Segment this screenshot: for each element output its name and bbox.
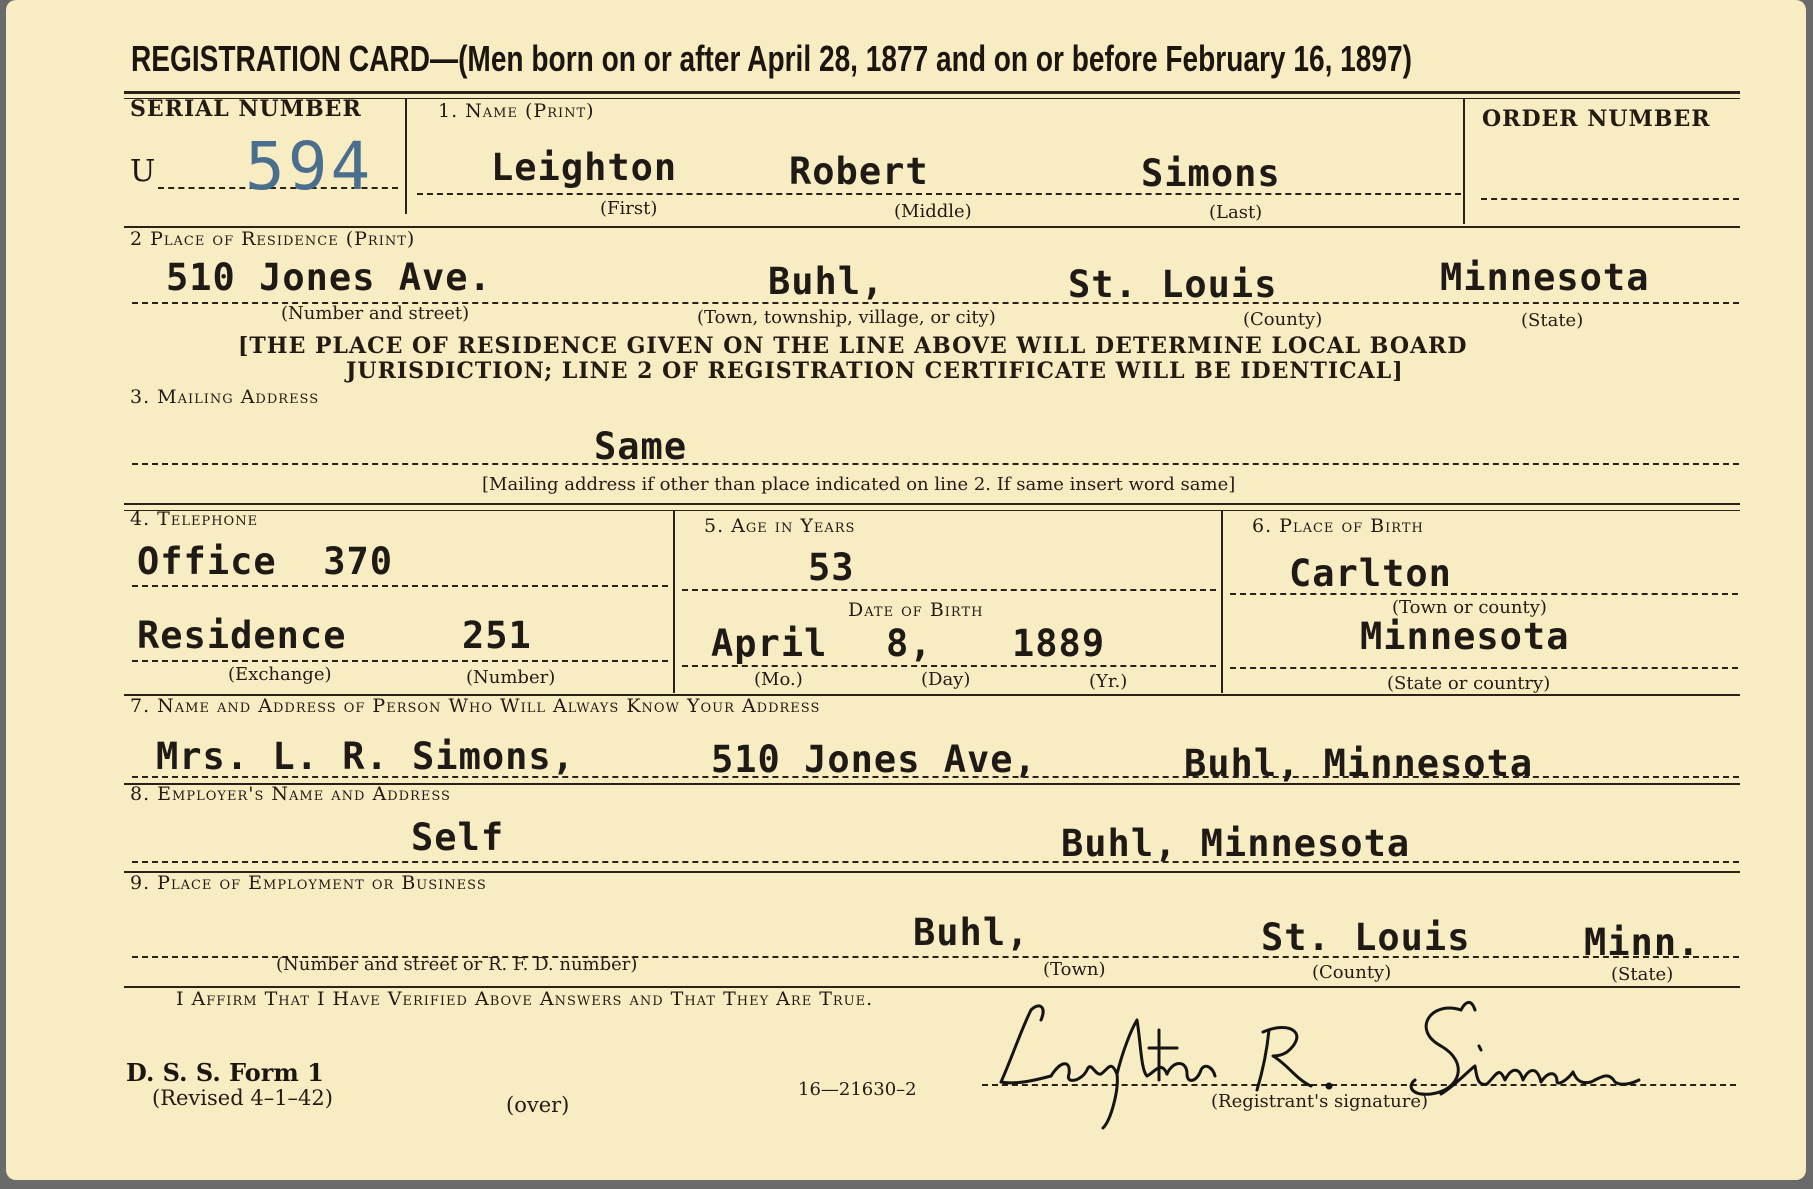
age-value: 53 <box>808 546 855 589</box>
telephone-label: 4. Telephone <box>130 508 259 530</box>
mailing-address-value: Same <box>594 425 688 468</box>
serial-prefix: U <box>130 154 156 189</box>
form-revised: (Revised 4–1–42) <box>152 1086 333 1110</box>
employer-name: Self <box>411 816 505 859</box>
last-caption: (Last) <box>1209 202 1263 223</box>
month-caption: (Mo.) <box>754 669 803 690</box>
birth-town-caption: (Town or county) <box>1392 597 1547 618</box>
jurisdiction-note-line2: JURISDICTION; LINE 2 OF REGISTRATION CERTIFICATE WILL BE IDENTICAL] <box>346 358 1404 384</box>
first-name-value: Leighton <box>491 146 678 189</box>
dob-day: 8, <box>886 622 933 665</box>
mailing-address-label: 3. Mailing Address <box>130 386 320 408</box>
employment-street-caption: (Number and street or R. F. D. number) <box>276 954 638 975</box>
office-phone-value: Office 370 <box>137 540 394 583</box>
middle-caption: (Middle) <box>894 201 972 222</box>
birth-state-caption: (State or country) <box>1387 673 1551 694</box>
signature-caption: (Registrant's signature) <box>1211 1091 1428 1112</box>
employer-address: Buhl, Minnesota <box>1061 822 1411 865</box>
dob-year: 1889 <box>1012 622 1106 665</box>
over-note: (over) <box>506 1093 570 1117</box>
employment-label: 9. Place of Employment or Business <box>130 872 487 894</box>
street-caption: (Number and street) <box>281 303 470 324</box>
dob-month: April <box>711 622 828 665</box>
contact-address: 510 Jones Ave, <box>711 738 1037 781</box>
employment-county-caption: (County) <box>1312 962 1392 983</box>
number-caption: (Number) <box>466 667 556 688</box>
employment-town-caption: (Town) <box>1043 959 1106 980</box>
employer-label: 8. Employer's Name and Address <box>130 783 451 805</box>
serial-number-label: SERIAL NUMBER <box>130 96 362 122</box>
day-caption: (Day) <box>921 669 971 690</box>
registration-card <box>6 0 1806 1180</box>
residence-phone-number: 251 <box>462 614 532 657</box>
employment-county: St. Louis <box>1261 916 1471 959</box>
birthplace-label: 6. Place of Birth <box>1252 515 1424 537</box>
form-number: D. S. S. Form 1 <box>126 1058 324 1087</box>
contact-name: Mrs. L. R. Simons, <box>156 735 575 778</box>
residence-word: Residence <box>137 614 347 657</box>
order-number-label: ORDER NUMBER <box>1482 106 1711 132</box>
state-caption: (State) <box>1521 310 1584 331</box>
serial-number-value: 594 <box>245 128 374 205</box>
form-code: 16—21630–2 <box>798 1079 917 1100</box>
residence-state: Minnesota <box>1440 256 1650 299</box>
card-title: REGISTRATION CARD—(Men born on or after April 28, 1877 and on or before February 16, 1897) <box>131 38 1413 79</box>
county-caption: (County) <box>1243 309 1323 330</box>
middle-name-value: Robert <box>789 150 929 193</box>
residence-county: St. Louis <box>1068 263 1278 306</box>
affirmation-text: I Affirm That I Have Verified Above Answers and That They Are True. <box>176 988 874 1010</box>
year-caption: (Yr.) <box>1089 671 1128 692</box>
residence-street: 510 Jones Ave. <box>166 256 492 299</box>
exchange-caption: (Exchange) <box>228 664 332 685</box>
first-caption: (First) <box>600 198 658 219</box>
registrant-signature <box>991 990 1711 1140</box>
last-name-value: Simons <box>1141 152 1281 195</box>
name-label: 1. Name (Print) <box>438 100 595 122</box>
birth-town-value: Carlton <box>1289 552 1452 595</box>
birth-state-value: Minnesota <box>1360 615 1570 658</box>
residence-town: Buhl, <box>768 260 885 303</box>
mailing-caption: [Mailing address if other than place indicated on line 2. If same insert word same] <box>482 474 1236 495</box>
age-label: 5. Age in Years <box>704 515 856 537</box>
employment-state-caption: (State) <box>1611 964 1674 985</box>
contact-label: 7. Name and Address of Person Who Will Always Know Your Address <box>130 695 821 717</box>
residence-label: 2 Place of Residence (Print) <box>130 228 416 250</box>
employment-state: Minn. <box>1584 921 1701 964</box>
town-caption: (Town, township, village, or city) <box>697 307 996 328</box>
contact-city: Buhl, Minnesota <box>1184 742 1534 785</box>
employment-town: Buhl, <box>913 911 1030 954</box>
jurisdiction-note-line1: [THE PLACE OF RESIDENCE GIVEN ON THE LINE ABOVE WILL DETERMINE LOCAL BOARD <box>238 333 1468 359</box>
dob-label: Date of Birth <box>848 599 984 621</box>
